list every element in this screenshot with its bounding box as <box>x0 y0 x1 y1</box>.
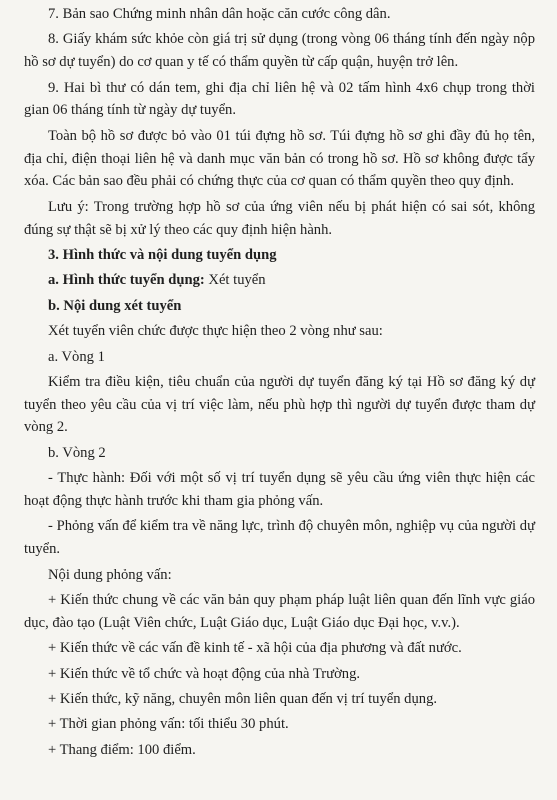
round-1-text: Kiểm tra điều kiện, tiêu chuẩn của người dự tuyển đăng ký tại Hồ sơ đăng ký dự tuyển theo yêu cầu của vị trí việc làm, nếu phù hợp thì người dự tuyển được tham dự vòng 2. <box>24 373 535 436</box>
item-8: 8. Giấy khám sức khỏe còn giá trị sử dụng (trong vòng 06 tháng tính đến ngày nộp hồ sơ dự tuyển) do cơ quan y tế có thẩm quyền từ cấp quận, huyện trở lên. <box>24 31 535 71</box>
item-9: 9. Hai bì thư có dán tem, ghi địa chỉ liên hệ và 02 tấm hình 4x6 chụp trong thời gian 06 tháng tính từ ngày dự tuyển. <box>24 79 535 119</box>
note-paragraph: Lưu ý: Trong trường hợp hồ sơ của ứng viên nếu bị phát hiện có sai sót, không đúng sự thật sẽ bị xử lý theo các quy định hiện hành. <box>24 198 535 238</box>
sub-b-heading: b. Nội dung xét tuyển <box>48 297 182 314</box>
interview-item: + Thang điểm: 100 điểm. <box>48 741 196 758</box>
rounds-intro: Xét tuyển viên chức được thực hiện theo 2 vòng như sau: <box>48 323 383 340</box>
interview-heading: Nội dung phỏng vấn: <box>48 566 172 583</box>
interview-item: + Kiến thức chung về các văn bản quy phạm pháp luật liên quan đến lĩnh vực giáo dục, đào tạo (Luật Viên chức, Luật Giáo dục, Luật Giáo dục Đại học, v.v.). <box>24 592 535 631</box>
sub-a-label: a. Hình thức tuyển dụng: <box>48 272 205 289</box>
round-2-practice: - Thực hành: Đối với một số vị trí tuyển dụng sẽ yêu cầu ứng viên thực hiện các hoạt động thực hành trước khi tham gia phỏng vấn. <box>24 470 535 510</box>
interview-item: + Kiến thức, kỹ năng, chuyên môn liên quan đến vị trí tuyển dụng. <box>48 691 438 707</box>
envelope-paragraph: Toàn bộ hồ sơ được bỏ vào 01 túi đựng hồ sơ. Túi đựng hồ sơ ghi đầy đủ họ tên, địa chỉ, điện thoại liên hệ và danh mục văn bản có trong hồ sơ. Hồ sơ không được tẩy xóa. Các bản sao đều phải có chứng thực của cơ quan có thẩm quyền theo quy định. <box>24 127 535 190</box>
interview-item: + Thời gian phỏng vấn: tối thiểu 30 phút. <box>48 716 289 733</box>
item-7: 7. Bản sao Chứng minh nhân dân hoặc căn cước công dân. <box>48 6 391 22</box>
round-1-label: a. Vòng 1 <box>48 348 105 365</box>
round-2-interview: - Phỏng vấn để kiểm tra về năng lực, trình độ chuyên môn, nghiệp vụ của người dự tuyển. <box>24 518 535 558</box>
round-2-label: b. Vòng 2 <box>48 444 106 461</box>
section-3-heading: 3. Hình thức và nội dung tuyển dụng <box>48 246 277 263</box>
interview-item: + Kiến thức về các vấn đề kinh tế - xã hội của địa phương và đất nước. <box>48 640 462 657</box>
sub-a-value: Xét tuyển <box>204 272 266 289</box>
interview-item: + Kiến thức về tổ chức và hoạt động của nhà Trường. <box>48 665 361 682</box>
sub-a-line <box>24 269 535 292</box>
